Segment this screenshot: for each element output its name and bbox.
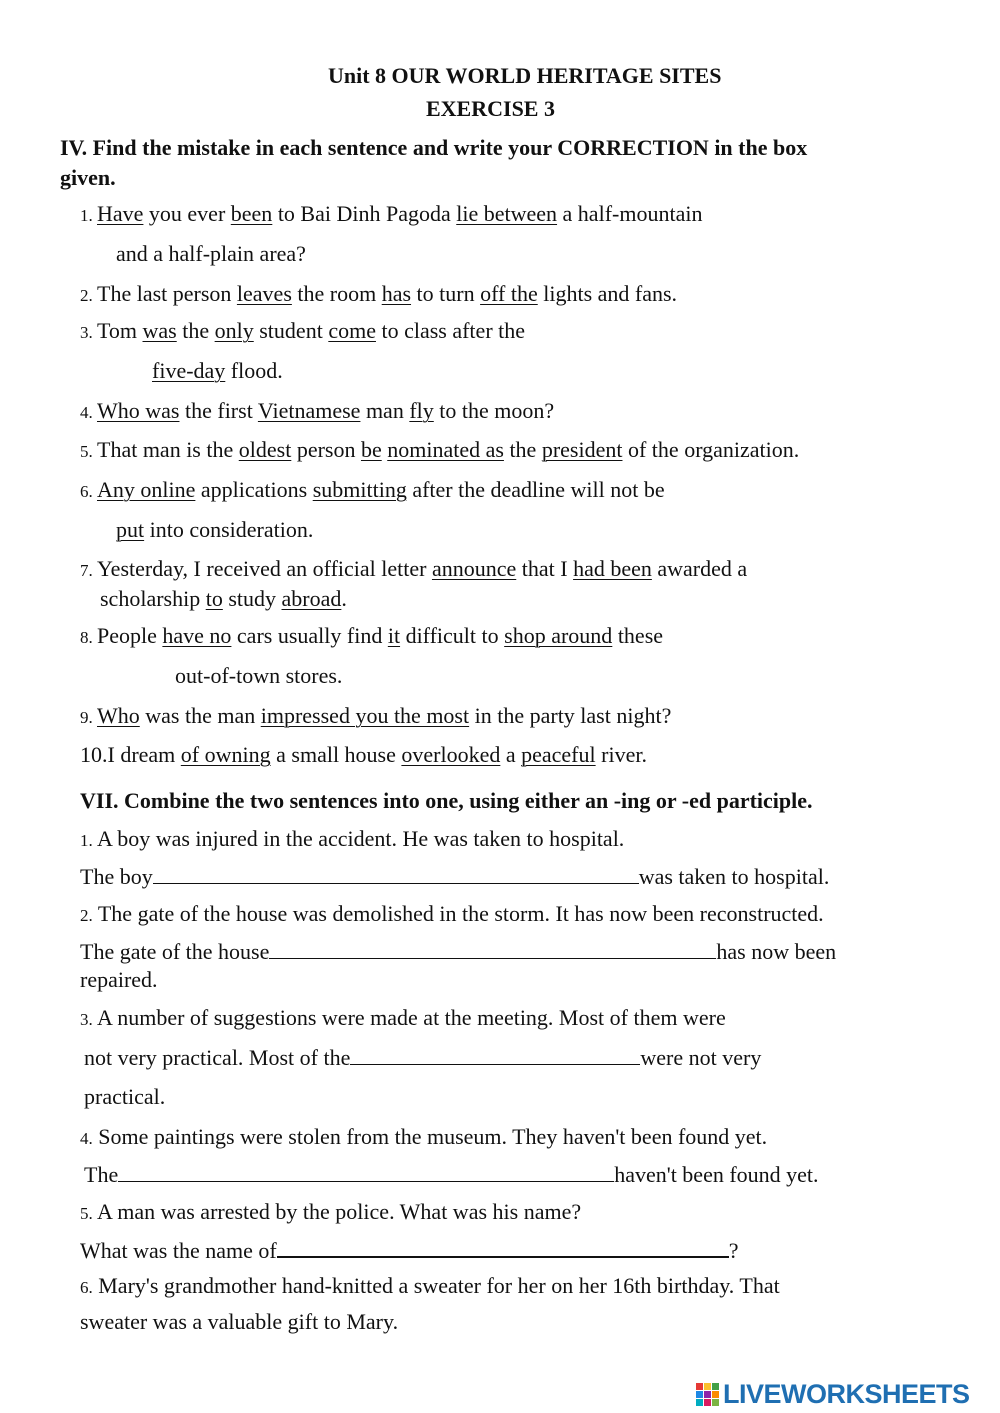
logo-square — [704, 1391, 711, 1398]
combine-item-2-answer-cont: repaired. — [80, 967, 158, 992]
combine-item-4-question: 4. Some paintings were stolen from the museum. They haven't been found yet. — [80, 1124, 768, 1149]
sentence-text: into consideration. — [144, 517, 314, 542]
underlined-phrase: impressed you the most — [260, 703, 470, 728]
combine-item-1-question: 1. A boy was injured in the accident. He was taken to hospital. — [80, 826, 625, 851]
logo-square — [696, 1399, 703, 1406]
sentence-text: I dream — [107, 742, 181, 767]
underlined-phrase: fly — [409, 398, 434, 423]
item-number: 6. — [80, 1278, 93, 1297]
sentence-text: That man is the — [97, 437, 239, 462]
mistake-item-7 — [80, 556, 747, 584]
sentence-text: cars usually find — [231, 623, 388, 648]
logo-grid-icon — [696, 1383, 719, 1406]
item-number: 8. — [80, 628, 97, 647]
mistake-item-7-cont — [100, 586, 347, 612]
underlined-phrase: overlooked — [401, 742, 501, 767]
sentence-text: awarded a — [651, 556, 748, 581]
underlined-phrase: leaves — [236, 281, 292, 306]
underlined-phrase: Vietnamese — [257, 398, 361, 423]
logo-square — [696, 1383, 703, 1390]
sentence-text: in the party last night? — [469, 703, 672, 728]
combine-item-6-question-cont: sweater was a valuable gift to Mary. — [80, 1309, 399, 1334]
logo-square — [704, 1399, 711, 1406]
underlined-phrase: abroad — [281, 586, 342, 611]
sentence-text: out-of-town stores. — [175, 663, 343, 688]
underlined-phrase: Who — [97, 703, 140, 728]
page-title: Unit 8 OUR WORLD HERITAGE SITES — [328, 63, 722, 88]
mistake-item-4 — [80, 398, 554, 426]
sentence-text: to Bai Dinh Pagoda — [272, 201, 457, 226]
section-iv-heading-cont: given. — [60, 165, 116, 190]
mistake-item-10 — [80, 742, 647, 768]
mistake-item-3 — [80, 318, 525, 346]
mistake-item-8 — [80, 623, 663, 651]
underlined-phrase: oldest — [238, 437, 292, 462]
mistake-item-5 — [80, 437, 799, 465]
underlined-phrase: of owning — [180, 742, 271, 767]
sentence-text: to class after the — [375, 318, 526, 343]
sentence-text: man — [360, 398, 410, 423]
underlined-phrase: only — [214, 318, 254, 343]
underlined-phrase: to — [205, 586, 223, 611]
logo-text: LIVEWORKSHEETS — [723, 1378, 970, 1409]
sentence-text: these — [612, 623, 664, 648]
item-number: 2. — [80, 906, 93, 925]
underlined-phrase: peaceful — [521, 742, 596, 767]
underlined-phrase: was — [142, 318, 177, 343]
mistake-item-8-cont — [175, 663, 342, 689]
item-number: 1. — [80, 831, 93, 850]
underlined-phrase: be — [360, 437, 382, 462]
item-number: 5. — [80, 442, 97, 461]
sentence-text: the — [503, 437, 542, 462]
underlined-phrase: Any online — [97, 477, 196, 502]
mistake-item-3-cont — [152, 358, 283, 384]
sentence-text: The last person — [97, 281, 237, 306]
item-number: 3. — [80, 1010, 93, 1029]
sentence-text: . — [341, 586, 347, 611]
underlined-phrase: off the — [480, 281, 538, 306]
liveworksheets-logo — [696, 1380, 970, 1408]
item-number: 4. — [80, 1129, 93, 1148]
underlined-phrase: nominated as — [387, 437, 504, 462]
sentence-text: that I — [516, 556, 574, 581]
logo-square — [704, 1383, 711, 1390]
sentence-text: student — [253, 318, 329, 343]
item-number: 3. — [80, 323, 97, 342]
sentence-text: applications — [195, 477, 313, 502]
item-number: 1. — [80, 206, 97, 225]
underlined-phrase: it — [387, 623, 401, 648]
underlined-phrase: come — [328, 318, 376, 343]
sentence-text: study — [222, 586, 282, 611]
sentence-text: after the deadline will not be — [406, 477, 665, 502]
combine-item-2-answer-line: The gate of the house has now been — [80, 939, 837, 964]
sentence-text: a — [500, 742, 522, 767]
mistake-item-6-cont — [116, 517, 313, 543]
sentence-text: flood. — [225, 358, 283, 383]
sentence-text: person — [291, 437, 361, 462]
underlined-phrase: have no — [162, 623, 232, 648]
sentence-text: lights and fans. — [537, 281, 678, 306]
underlined-phrase: president — [541, 437, 623, 462]
mistake-item-1-cont — [116, 241, 306, 267]
item-number: 5. — [80, 1204, 93, 1223]
mistake-item-2 — [80, 281, 677, 309]
sentence-text: People — [97, 623, 163, 648]
section-vii-heading: VII. Combine the two sentences into one, using either an -ing or -ed participle. — [80, 788, 813, 813]
sentence-text: Tom — [97, 318, 143, 343]
mistake-item-1 — [80, 201, 702, 229]
sentence-text: you ever — [143, 201, 231, 226]
section-iv-heading: IV. Find the mistake in each sentence and write your CORRECTION in the box — [60, 135, 808, 160]
answer-blank-3[interactable] — [350, 1044, 640, 1065]
underlined-phrase: shop around — [504, 623, 613, 648]
combine-item-6-question: 6. Mary's grandmother hand-knitted a sweater for her on her 16th birthday. That — [80, 1273, 780, 1298]
sentence-text: to the moon? — [433, 398, 555, 423]
combine-item-5-answer-line: What was the name of ? — [80, 1238, 739, 1263]
underlined-phrase: lie between — [456, 201, 558, 226]
sentence-text: Yesterday, I received an official letter — [97, 556, 432, 581]
mistake-item-6 — [80, 477, 665, 505]
sentence-text: and a half-plain area? — [116, 241, 306, 266]
underlined-phrase: had been — [573, 556, 652, 581]
combine-item-3-answer-line: not very practical. Most of the were not very — [84, 1045, 762, 1070]
combine-item-5-question: 5. A man was arrested by the police. What was his name? — [80, 1199, 582, 1224]
sentence-text: difficult to — [400, 623, 505, 648]
underlined-phrase: submitting — [312, 477, 407, 502]
underlined-phrase: put — [116, 517, 145, 542]
item-number: 9. — [80, 708, 97, 727]
underlined-phrase: been — [230, 201, 273, 226]
sentence-text: the first — [179, 398, 258, 423]
sentence-text: to turn — [411, 281, 481, 306]
item-number: 2. — [80, 286, 97, 305]
sentence-text: the — [176, 318, 215, 343]
exercise-subtitle: EXERCISE 3 — [426, 96, 555, 121]
logo-square — [712, 1383, 719, 1390]
mistake-item-9 — [80, 703, 671, 731]
sentence-text: of the organization. — [622, 437, 800, 462]
sentence-text: river. — [595, 742, 647, 767]
item-number: 7. — [80, 561, 97, 580]
sentence-text: scholarship — [100, 586, 206, 611]
underlined-phrase: five-day — [152, 358, 226, 383]
answer-blank-2[interactable] — [269, 938, 716, 959]
answer-blank-4[interactable] — [118, 1161, 614, 1182]
item-number: 6. — [80, 482, 97, 501]
logo-square — [712, 1399, 719, 1406]
underlined-phrase: Have — [97, 201, 144, 226]
item-number: 4. — [80, 403, 97, 422]
underlined-phrase: Who was — [97, 398, 180, 423]
combine-item-2-question: 2. The gate of the house was demolished in the storm. It has now been reconstructed. — [80, 901, 824, 926]
combine-item-3-answer-cont: practical. — [84, 1084, 166, 1109]
combine-item-3-question: 3. A number of suggestions were made at the meeting. Most of them were — [80, 1005, 726, 1030]
combine-item-4-answer-line: The haven't been found yet. — [84, 1162, 819, 1187]
answer-blank-1[interactable] — [153, 863, 639, 884]
sentence-text: was the man — [139, 703, 261, 728]
logo-square — [696, 1391, 703, 1398]
sentence-text: the room — [291, 281, 382, 306]
answer-blank-5[interactable] — [277, 1236, 729, 1258]
logo-square — [712, 1391, 719, 1398]
sentence-text: a half-mountain — [557, 201, 703, 226]
sentence-text: a small house — [270, 742, 402, 767]
underlined-phrase: announce — [431, 556, 517, 581]
underlined-phrase: has — [381, 281, 412, 306]
item-number: 10. — [80, 742, 108, 767]
combine-item-1-answer-line: The boy was taken to hospital. — [80, 864, 830, 889]
